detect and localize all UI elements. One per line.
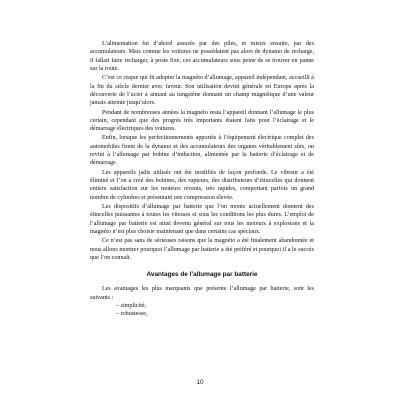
list-item: – robustesse, [116, 311, 148, 318]
paragraph-magneto-abandon: Ce n’est pas sans de sérieuses raisons que la magnéto a été finalement abandonnée et nous allons montrer pourquoi l’allumage par batterie a été préféré et pourquoi il a le succès que l’on connaît. [90, 238, 314, 261]
section-heading: Avantages de l’allumage par batterie [146, 271, 258, 279]
paragraph-magneto-years: Pendant de nombreuses années la magnéto resta l’appareil donnant l’allumage le plus certain, cependant que des progrès très importants étaient faits pour l’éclairage et le démarrage électriques des voitures. [90, 109, 314, 133]
section-intro: Les avantages les plus marquants que présente l’allumage par batterie, sont les suivants : [90, 286, 314, 301]
page-number: 10 [196, 379, 204, 386]
paragraph-alimentation: L’alimentation fut d’abord assurée par des piles, et mieux ensuite, par des accumulateurs. Mais comme les voitures ne possédaient pas alors de dynamo de recharge, il fallait faire recharger, à poste fixe, ces accumulateurs sous peine de se trouver en panne sur la route. [90, 41, 314, 73]
paragraph-bobine-return: Enfin, lorsque les perfectionnements apportés à l’équipement électrique complet des automobiles firent de la dynamo et des accumulateurs des organes véritablement sûrs, on revint à l’allumage par bobine d’induction, alimentée par la batterie d’éclairage et de démarrage. [90, 135, 314, 167]
advantages-list [90, 302, 314, 319]
paragraph-magneto-adoption: C’est ce risque qui fit adopter la magnéto d’allumage, appareil indépendant, accueilli à la fin du siècle dernier avec faveur. Son utilisation devint générale en Europe après la découverte de l’acier à aimant au tungstène donnant un champ magnétique d’une valeur jamais atteinte jusqu’alors. [90, 75, 314, 107]
list-item: – simplicité, [116, 302, 147, 309]
paragraph-appareils-modifies: Les appareils jadis utilisés ont été modifiés de façon profonde. Le vibreur a été éliminé et l’on a créé des bobines, des rupteurs, des distributeurs d’étincelles qui donnent entière satisfaction sur les moteurs récents, très rapides, comportant parfois un grand nombre de cylindres et présentant une compression élevée. [90, 169, 314, 201]
paragraph-dispositifs-actuels: Les dispositifs d’allumage par batterie que l’on monte actuellement donnent des étincelles puissantes à toutes les vitesses et sous les conditions les plus dures. L’emploi de l’allumage par batterie est ainsi devenu général sur tous les moteurs à explosions et la magnéto n’est plus choisie maintenant que dans certains cas spéciaux. [90, 203, 314, 236]
document-page [90, 40, 314, 319]
